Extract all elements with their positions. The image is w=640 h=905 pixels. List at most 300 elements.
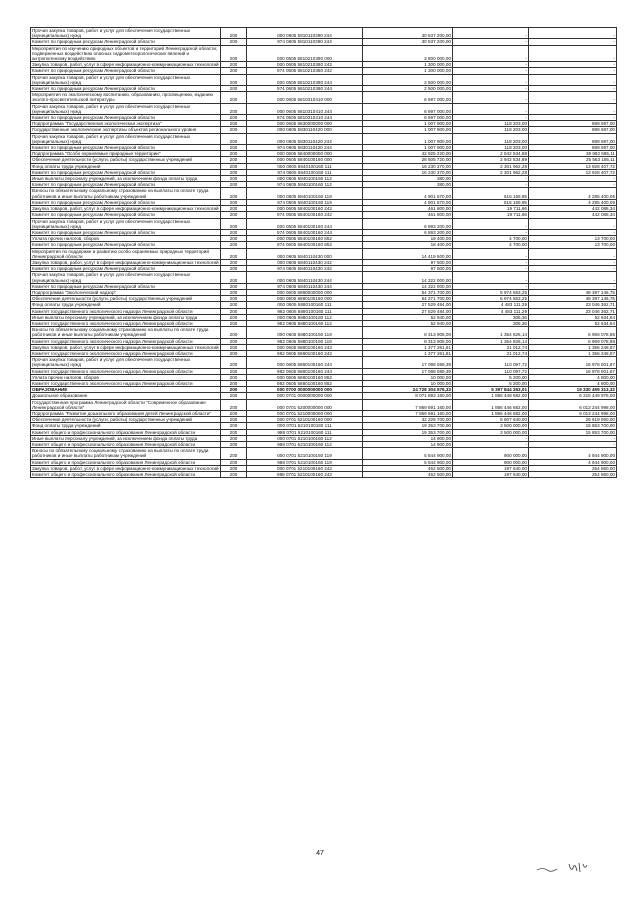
row-description: Взносы по обязательному социальному страхованию на выплаты по оплате труда работников и иные выплаты работникам учреждений [31,448,221,459]
row-line-code: 200 [221,266,247,272]
row-unexecuted-amount: 1 356 248,87 [529,344,617,350]
table-row [31,399,617,410]
row-approved-amount: 24 728 304 576,33 [363,387,453,393]
row-executed-amount: - [453,283,529,289]
row-line-code: 200 [221,429,247,435]
row-line-code: 200 [221,218,247,229]
row-budget-code: 982 0605 5880100160 112 [247,320,363,326]
row-budget-code: 000 0701 5210100160 111 [247,423,363,429]
row-budget-code: 000 0605 5880100160 000 [247,296,363,302]
row-description: Прочая закупка товаров, работ и услуг для обеспечения государственных (муниципальных) нужд [31,218,221,229]
table-row [31,74,617,85]
row-line-code: 200 [221,121,247,127]
row-description: Подпрограмма "Развитие дошкольного образования детей Ленинградской области" [31,411,221,417]
row-unexecuted-amount: 13 700,00 [529,242,617,248]
row-executed-amount: 21 012,74 [453,350,529,356]
row-budget-code: 000 0701 5210100160 000 [247,417,363,423]
row-budget-code: 000 0701 5210000000 000 [247,411,363,417]
row-description: Комитет по природным ресурсам Ленинградской области [31,212,221,218]
row-unexecuted-amount: 4 944 900,00 [529,459,617,465]
row-unexecuted-amount: - [529,39,617,45]
row-line-code: 200 [221,151,247,157]
row-executed-amount: 110 097,72 [453,357,529,368]
row-unexecuted-amount: - [529,68,617,74]
row-approved-amount: 1 300 000,00 [363,62,453,68]
row-unexecuted-amount: - [529,435,617,441]
row-budget-code: 000 0701 5210100160 119 [247,448,363,459]
row-executed-amount: - [453,435,529,441]
row-line-code: 200 [221,92,247,103]
row-executed-amount: - [453,103,529,114]
row-approved-amount: 8 071 893 160,00 [363,393,453,399]
row-description: Фонд оплаты труда учреждений [31,423,221,429]
row-executed-amount: 1 856 446 682,00 [453,411,529,417]
row-budget-code: 000 0605 5840110430 244 [247,272,363,283]
row-description: Фонд оплаты труда учреждений [31,163,221,169]
row-approved-amount: 380,00 [363,182,453,188]
row-budget-code: 000 0605 5840110430 000 [247,248,363,259]
table-row [31,472,617,478]
row-line-code: 200 [221,338,247,344]
row-description: Комитет по природным ресурсам Ленинградской области [31,283,221,289]
row-approved-amount: 7 869 691 160,00 [363,399,453,410]
row-description: Закупка товаров, работ, услуг в сфере информационно-коммуникационных технологий [32,259,219,265]
row-approved-amount: 4 901 570,00 [363,188,453,199]
row-line-code: 200 [221,62,247,68]
row-description: Комитет общего и профессионального образования Ленинградской области [31,442,221,448]
row-budget-code: 974 0605 5810110390 244 [247,39,363,45]
row-approved-amount: 1 007 900,00 [363,127,453,133]
row-line-code: 200 [221,206,247,212]
row-executed-amount: 118 203,00 [453,121,529,127]
row-budget-code: 000 0701 5210100160 112 [247,435,363,441]
row-description: Уплата прочих налогов, сборов [31,236,221,242]
row-approved-amount: 10 000,00 [363,374,453,380]
row-unexecuted-amount: - [529,218,617,229]
row-executed-amount: - [453,115,529,121]
row-approved-amount: 461 800,00 [363,206,453,212]
row-unexecuted-amount: - [529,442,617,448]
row-budget-code: 000 0701 5200000000 000 [247,399,363,410]
row-line-code: 200 [221,163,247,169]
row-description: Закупка товаров, работ, услуг в сфере информационно-коммуникационных технологий [32,465,219,471]
row-unexecuted-amount: 19 330 459 313,32 [529,387,617,393]
row-description: Закупка товаров, работ, услуг в сфере информационно-коммуникационных технологий [32,344,219,350]
row-description: Закупка товаров, работ, услуг в сфере информационно-коммуникационных технологий [32,62,219,68]
row-approved-amount: 7 869 691 160,00 [363,411,453,417]
row-approved-amount: 14 900,00 [363,442,453,448]
row-description: Прочая закупка товаров, работ и услуг для обеспечения государственных (муниципальных) нужд [31,357,221,368]
row-line-code: 200 [221,344,247,350]
row-unexecuted-amount: 442 088,34 [529,206,617,212]
row-unexecuted-amount: 13 700,00 [529,236,617,242]
row-unexecuted-amount: 52 634,64 [529,320,617,326]
row-approved-amount: 6 697 000,00 [363,115,453,121]
row-executed-amount: 2 942 534,89 [453,151,529,157]
row-executed-amount: 4 700,00 [453,242,529,248]
row-line-code: 200 [221,302,247,308]
row-line-code: 200 [221,145,247,151]
row-approved-amount: 4 901 570,00 [363,199,453,205]
budget-table-container [30,27,616,478]
row-line-code: 200 [221,399,247,410]
row-description: Подпрограмма "Экологический надзор" [31,289,221,295]
row-approved-amount: 8 313 905,00 [363,338,453,344]
row-unexecuted-amount: - [529,259,617,265]
row-line-code: 200 [221,259,247,265]
row-executed-amount: 305,36 [453,320,529,326]
row-description: Фонд оплаты труда учреждений [31,302,221,308]
row-approved-amount: 19 353 700,00 [363,429,453,435]
row-approved-amount: 97 500,00 [363,266,453,272]
row-approved-amount: 1 007 900,00 [363,121,453,127]
row-executed-amount: 1 856 446 682,00 [453,399,529,410]
row-description: Прочая закупка товаров, работ и услуг для обеспечения государственных (муниципальных) нужд [31,74,221,85]
row-approved-amount: 30 537 200,00 [363,39,453,45]
row-description: Комитет по природным ресурсам Ленинградской области [31,39,221,45]
row-line-code: 200 [221,380,247,386]
row-approved-amount: 17 088 089,39 [363,368,453,374]
table-row [31,45,617,62]
row-budget-code: 000 0605 5830000000 000 [247,121,363,127]
row-unexecuted-amount: 52 634,64 [529,314,617,320]
row-description: Комитет по природным ресурсам Ленинградской области [31,169,221,175]
row-line-code: 200 [221,368,247,374]
row-line-code: 200 [221,472,247,478]
row-unexecuted-amount: 16 978 001,67 [529,368,617,374]
row-unexecuted-amount: 254 860,00 [529,465,617,471]
row-description: Уплата прочих налогов, сборов [31,374,221,380]
row-executed-amount: 118 203,00 [453,145,529,151]
row-budget-code: 000 0605 5810210380 244 [247,74,363,85]
row-budget-code: 000 0701 5210100160 242 [247,465,363,471]
row-unexecuted-amount: 889 697,00 [529,133,617,144]
row-executed-amount: 110 097,72 [453,368,529,374]
row-description: Комитет по природным ресурсам Ленинградской области [31,229,221,235]
row-budget-code: 974 0605 5840100160 244 [247,229,363,235]
row-executed-amount: 5 607 640,00 [453,417,529,423]
row-line-code: 200 [221,68,247,74]
row-description: Закупка товаров, работ, услуг в сфере информационно-коммуникационных технологий [32,206,219,212]
row-budget-code: 982 0605 5880100160 242 [247,350,363,356]
row-unexecuted-amount: 13 928 407,72 [529,169,617,175]
row-budget-code: 000 0605 5840100160 112 [247,176,363,182]
table-row [31,248,617,259]
row-unexecuted-amount: 6 215 449 978,00 [529,393,617,399]
row-approved-amount: 1 377 261,61 [363,350,453,356]
row-unexecuted-amount: 4 944 900,00 [529,448,617,459]
row-line-code: 200 [221,242,247,248]
row-approved-amount: 14 322 000,00 [363,272,453,283]
row-line-code: 200 [221,465,247,471]
row-approved-amount: 32 226 700,00 [363,417,453,423]
row-budget-code: 974 0605 5840100160 119 [247,199,363,205]
row-description: Комитет по природным ресурсам Ленинградской области [31,182,221,188]
row-budget-code: 000 0605 5880000000 000 [247,289,363,295]
row-budget-code: 988 0701 5210100160 112 [247,442,363,448]
row-unexecuted-amount: - [529,229,617,235]
row-description: Прочая закупка товаров, работ и услуг для обеспечения государственных (муниципальных) нужд [31,103,221,114]
row-budget-code: 000 0605 5810210380 242 [247,62,363,68]
row-description: Обеспечение деятельности (услуги, работы) государственных учреждений [31,157,221,163]
row-line-code: 200 [221,103,247,114]
row-description: Иные выплаты персоналу учреждений, за исключением фонда оплаты труда [31,314,221,320]
row-line-code: 200 [221,182,247,188]
row-line-code: 200 [221,327,247,338]
row-approved-amount: 54 371 700,00 [363,296,453,302]
row-executed-amount: 197 640,00 [453,465,529,471]
row-executed-amount: 616 169,95 [453,199,529,205]
row-approved-amount: 2 500 000,00 [363,86,453,92]
table-row [31,357,617,368]
row-unexecuted-amount: 6 013 244 998,00 [529,411,617,417]
row-description: Подпрограмма "Государственная экологическая экспертиза" [31,121,221,127]
row-approved-amount: 27 529 484,00 [363,308,453,314]
row-executed-amount: 21 012,74 [453,344,529,350]
row-unexecuted-amount: 1 356 248,87 [529,350,617,356]
row-budget-code: 982 0605 5880100160 244 [247,368,363,374]
row-budget-code: 000 0605 5830110420 244 [247,133,363,144]
row-description: Мероприятия по поддержке и развитию особо охраняемых природных территорий Ленинградской области [31,248,221,259]
row-unexecuted-amount: - [529,92,617,103]
row-description: ОБРАЗОВАНИЕ [31,387,221,393]
row-unexecuted-amount: 48 397 146,75 [529,296,617,302]
row-unexecuted-amount: 4 285 400,05 [529,188,617,199]
row-budget-code: 000 0605 5880100160 112 [247,314,363,320]
row-approved-amount: 27 529 484,00 [363,302,453,308]
table-body [31,28,617,478]
row-line-code: 200 [221,423,247,429]
row-budget-code: 000 0605 5810210380 000 [247,45,363,62]
row-executed-amount: 900 000,00 [453,448,529,459]
row-approved-amount: 1 300 000,00 [363,68,453,74]
table-row [31,103,617,114]
row-line-code: 200 [221,289,247,295]
row-unexecuted-amount: 15 853 700,00 [529,429,617,435]
row-executed-amount: - [453,45,529,62]
row-description: Комитет по природным ресурсам Ленинградской области [31,242,221,248]
row-executed-amount: - [453,259,529,265]
row-approved-amount: 6 893 200,00 [363,229,453,235]
row-unexecuted-amount: - [529,62,617,68]
row-unexecuted-amount: 254 860,00 [529,472,617,478]
row-unexecuted-amount: - [529,45,617,62]
row-line-code: 200 [221,28,247,39]
row-line-code: 200 [221,74,247,85]
row-approved-amount: 28 505 720,00 [363,157,453,163]
row-description: Комитет государственного экологического надзора Ленинградской области [31,338,221,344]
row-approved-amount: 52 940,00 [363,320,453,326]
page-number: 47 [316,850,324,857]
row-line-code: 200 [221,248,247,259]
table-row [31,327,617,338]
row-budget-code: 000 0605 5880100160 119 [247,327,363,338]
row-approved-amount: 5 844 900,00 [363,459,453,465]
row-budget-code: 982 0605 5880100160 111 [247,308,363,314]
row-approved-amount: 1 377 261,61 [363,344,453,350]
row-budget-code: 000 0605 5880100160 111 [247,302,363,308]
row-unexecuted-amount: 889 697,00 [529,127,617,133]
row-executed-amount: 4 483 111,29 [453,302,529,308]
row-description: Комитет по природным ресурсам Ленинградской области [31,86,221,92]
row-line-code: 200 [221,374,247,380]
row-budget-code: 000 0605 5840100160 111 [247,163,363,169]
row-executed-amount: 19 711,66 [453,212,529,218]
row-description: Взносы по обязательному социальному страхованию на выплаты по оплате труда работников и иные выплаты работникам учреждений [31,188,221,199]
row-line-code: 200 [221,448,247,459]
row-approved-amount: 1 007 900,00 [363,133,453,144]
row-description: Комитет по природным ресурсам Ленинградской области [31,68,221,74]
row-line-code: 200 [221,459,247,465]
row-budget-code: 000 0605 5810110390 244 [247,28,363,39]
row-budget-code: 000 0605 5840100160 000 [247,157,363,163]
row-unexecuted-amount: 889 697,00 [529,121,617,127]
row-description: Подпрограмма "Особо охраняемые природные территории" [31,151,221,157]
row-unexecuted-amount: - [529,28,617,39]
row-budget-code: 000 0605 5810310410 000 [247,92,363,103]
row-line-code: 200 [221,176,247,182]
row-approved-amount: 8 313 905,00 [363,327,453,338]
row-line-code: 200 [221,442,247,448]
row-budget-code: 000 0605 5840000000 000 [247,151,363,157]
row-executed-amount: 19 711,66 [453,206,529,212]
row-budget-code: 974 0605 5810310410 244 [247,115,363,121]
row-description: Комитет общего и профессионального образования Ленинградской области [31,429,221,435]
row-approved-amount: 14 322 000,00 [363,283,453,289]
row-budget-code: 982 0605 5880100160 119 [247,338,363,344]
row-approved-amount: 97 500,00 [363,259,453,265]
row-executed-amount: 5 200,00 [453,380,529,386]
row-executed-amount: 1 354 826,14 [453,338,529,344]
row-budget-code: 988 0701 5210100160 242 [247,472,363,478]
row-budget-code: 974 0605 5840110430 244 [247,283,363,289]
row-executed-amount: - [453,39,529,45]
row-executed-amount: 4 483 111,29 [453,308,529,314]
row-approved-amount: 2 500 000,00 [363,74,453,85]
row-description: Комитет общего и профессионального образования Ленинградской области [31,459,221,465]
row-line-code: 200 [221,417,247,423]
row-budget-code: 000 0605 5840100160 244 [247,218,363,229]
row-approved-amount: 3 800 000,00 [363,45,453,62]
row-description: Прочая закупка товаров, работ и услуг для обеспечения государственных (муниципальных) нужд [31,133,221,144]
row-unexecuted-amount: - [529,115,617,121]
row-approved-amount: 10 000,00 [363,380,453,386]
row-budget-code: 000 0605 5840110430 242 [247,259,363,265]
table-row [31,28,617,39]
row-approved-amount: 18 400,00 [363,242,453,248]
row-budget-code: 974 0605 5840100160 111 [247,169,363,175]
row-line-code: 200 [221,411,247,417]
row-description: Комитет общего и профессионального образования Ленинградской области [31,472,221,478]
row-executed-amount: - [453,86,529,92]
table-row [31,188,617,199]
row-executed-amount: - [453,92,529,103]
row-unexecuted-amount: 16 978 001,67 [529,357,617,368]
row-approved-amount: 30 537 200,00 [363,28,453,39]
table-row [31,272,617,283]
row-budget-code: 982 0605 5880100160 852 [247,380,363,386]
row-approved-amount: 1 007 900,00 [363,145,453,151]
row-approved-amount: 54 371 700,00 [363,289,453,295]
row-executed-amount: - [453,218,529,229]
row-description: Комитет государственного экологического надзора Ленинградской области [31,308,221,314]
row-line-code: 200 [221,393,247,399]
row-description: Прочая закупка товаров, работ и услуг для обеспечения государственных (муниципальных) нужд [31,272,221,283]
table-row [31,92,617,103]
row-executed-amount: 3 500 000,00 [453,423,529,429]
row-executed-amount: 5 974 553,25 [453,289,529,295]
row-line-code: 200 [221,320,247,326]
row-approved-amount: 6 697 000,00 [363,103,453,114]
row-budget-code: 974 0605 5840100160 852 [247,242,363,248]
row-line-code: 200 [221,157,247,163]
row-unexecuted-amount: 4 285 400,05 [529,199,617,205]
row-executed-amount: 1 856 448 682,00 [453,393,529,399]
row-unexecuted-amount: - [529,182,617,188]
row-executed-amount: 2 301 962,28 [453,163,529,169]
row-unexecuted-amount: 4 800,00 [529,380,617,386]
row-executed-amount: - [453,266,529,272]
row-line-code: 200 [221,229,247,235]
row-executed-amount: - [453,176,529,182]
row-line-code: 200 [221,435,247,441]
row-approved-amount: 452 500,00 [363,472,453,478]
row-description: Комитет по природным ресурсам Ленинградской области [31,199,221,205]
row-executed-amount: 616 169,95 [453,188,529,199]
row-budget-code: 000 0605 5840100160 852 [247,236,363,242]
row-approved-amount: 42 925 220,00 [363,151,453,157]
row-executed-amount: 5 397 844 263,01 [453,387,529,393]
row-line-code: 200 [221,199,247,205]
row-executed-amount: - [453,28,529,39]
row-unexecuted-amount: 6 959 078,86 [529,338,617,344]
table-row [31,133,617,144]
row-executed-amount: 5 200,00 [453,374,529,380]
row-line-code: 200 [221,115,247,121]
row-budget-code: 974 0605 5840110430 242 [247,266,363,272]
row-unexecuted-amount: 4 800,00 [529,374,617,380]
row-executed-amount: 2 942 534,89 [453,157,529,163]
row-executed-amount: 197 640,00 [453,472,529,478]
row-unexecuted-amount: - [529,176,617,182]
row-approved-amount: 19 353 700,00 [363,423,453,429]
row-budget-code: 988 0701 5210100160 119 [247,459,363,465]
row-unexecuted-amount: 6 959 078,86 [529,327,617,338]
row-executed-amount: - [453,248,529,259]
row-line-code: 200 [221,357,247,368]
row-executed-amount: 5 974 553,25 [453,296,529,302]
row-budget-code: 000 0605 5880100160 852 [247,374,363,380]
budget-execution-table [30,27,617,478]
row-unexecuted-amount: 23 046 362,71 [529,308,617,314]
row-executed-amount: - [453,74,529,85]
row-description: Государственная программа Ленинградской области "Современное образование Ленинградской области" [31,399,221,410]
row-unexecuted-amount: 39 982 685,11 [529,151,617,157]
row-unexecuted-amount: - [529,272,617,283]
row-line-code: 200 [221,387,247,393]
row-budget-code: 988 0701 5210100160 111 [247,429,363,435]
row-approved-amount: 16 230 370,00 [363,163,453,169]
row-executed-amount: 118 203,00 [453,133,529,144]
row-budget-code: 974 0605 5840100160 242 [247,212,363,218]
row-executed-amount: 118 203,00 [453,127,529,133]
row-executed-amount: - [453,62,529,68]
row-budget-code: 974 0605 5810210380 242 [247,68,363,74]
row-description: Обеспечение деятельности (услуги, работы) государственных учреждений [31,417,221,423]
row-line-code: 200 [221,283,247,289]
row-executed-amount: 900 000,00 [453,459,529,465]
row-approved-amount: 16 230 370,00 [363,169,453,175]
